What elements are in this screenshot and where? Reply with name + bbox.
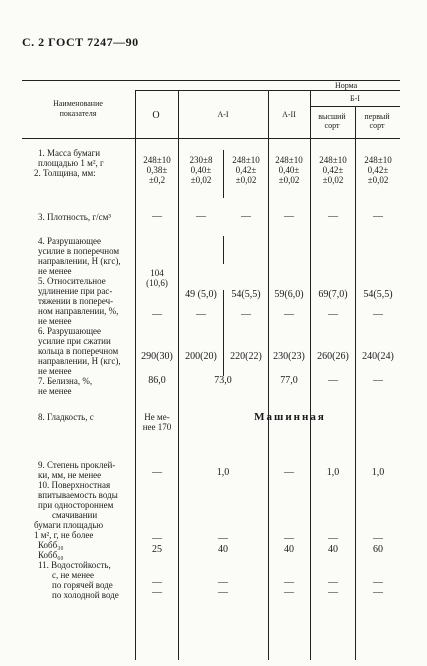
header-bottom-rule [22,138,400,139]
col-a1-header: А-I [217,110,229,119]
cell: 0,40± [278,165,300,175]
col-divider-4 [310,90,311,660]
cell: нее 170 [142,422,172,432]
cell: 104 [150,268,164,278]
row4-a1b: 54(5,5) [231,289,261,300]
row5-a1a: — [196,309,206,320]
row5-o: — [152,309,162,320]
row1-b1h-values [319,155,346,185]
cell: Не ме- [144,412,170,422]
b1-top-grade-line2: сорт [324,121,340,130]
cobb30-label: Кобб₃₀ [38,540,64,550]
label-line: по холодной воде [52,590,119,600]
b1-first-grade-line2: сорт [369,121,385,130]
cobb30-b1f: — [373,533,383,544]
row11-hot-b1f: — [373,577,383,588]
label-line: направлении, Н (кгс), [38,356,121,366]
col-a2-header: А-II [282,110,296,119]
b1-first-grade-line1: первый [364,112,390,121]
label-line: смачивании [52,510,98,520]
row3-b1h: — [328,211,338,222]
cobb30-a2: — [284,533,294,544]
cell: 248±10 [319,155,347,165]
row9-a2: — [284,467,294,478]
row11-hot-b1h: — [328,577,338,588]
row6-a1a: 200(20) [185,351,217,362]
b1-top-grade-line1: высший [318,112,346,121]
cell: ±0,2 [148,175,166,185]
row4-o [146,268,168,288]
row1-o-values [143,155,170,185]
row3-o: — [152,211,162,222]
row5-b1h: — [328,309,338,320]
row11-hot-a1: — [218,577,228,588]
row5-a2: — [284,309,294,320]
row7-b1f: — [373,375,383,386]
label-line: усилие при сжатии [38,336,111,346]
row11-hot-o: — [152,577,162,588]
col-o-header: О [152,110,160,121]
label-line: с, не менее [52,570,95,580]
label-line: не менее [38,386,72,396]
label-line: удлинение при рас- [38,286,113,296]
row6-a1b: 220(22) [230,351,262,362]
a1-inner-divider-2 [223,236,224,264]
label-line: 6. Разрушающее [38,326,102,336]
label-line: бумаги площадью [34,520,104,530]
cobb60-b1f: 60 [373,544,383,555]
cell: ±0,02 [278,175,300,185]
row4-a1a: 49 (5,0) [185,289,217,300]
label-line: 5. Относительное [38,276,106,286]
page-header: С. 2 ГОСТ 7247—90 [22,35,139,49]
row9-b1f: 1,0 [371,467,385,478]
a1-inner-divider-3 [223,290,224,376]
row11-cold-a1: — [218,587,228,598]
row7-o: 86,0 [148,375,166,386]
label-line: ном направлении, %, [38,306,119,316]
cobb30-a1: — [218,533,228,544]
row7-a2: 77,0 [280,375,298,386]
row3-a1b: — [241,211,251,222]
row11-cold-o: — [152,587,162,598]
label-line: не менее [38,366,72,376]
rows9-10-label [34,460,118,560]
row7-a1: 73,0 [214,375,232,386]
cobb60-b1h: 40 [328,544,338,555]
cell: 0,42± [322,165,344,175]
cell: 0,42± [367,165,389,175]
row6-b1f: 240(24) [362,351,394,362]
cobb60-a2: 40 [284,544,294,555]
cell: ±0,02 [367,175,389,185]
row6-b1h: 260(26) [317,351,349,362]
norm-header: Норма [335,81,358,90]
label-line: 4. Разрушающее [38,236,102,246]
row1-a1b-values [232,155,259,185]
row3-label-line: 3. Плотность, г/см³ [38,212,111,222]
row11-cold-b1h: — [328,587,338,598]
label-line: направлении, Н (кгс), [38,256,121,266]
cell: 248±10 [232,155,260,165]
row11-cold-b1f: — [373,587,383,598]
label-line: 11. Водостойкость, [38,560,111,570]
label-line: 1 м², г, не более [34,530,94,540]
row9-o: — [152,467,162,478]
row4-b1f: 54(5,5) [363,289,393,300]
label-line: по горячей воде [52,580,113,590]
row9-a1: 1,0 [216,467,230,478]
row3-a1a: — [196,211,206,222]
rows4-7-label [38,236,121,396]
row3-b1f: — [373,211,383,222]
row1-b1f-values [364,155,391,185]
row4-b1h: 69(7,0) [318,289,348,300]
col-b1-header: Б-I [350,94,360,103]
row9-b1h: 1,0 [326,467,340,478]
label-line: не менее [38,266,72,276]
label-line: при одностороннем [38,500,114,510]
cell: ±0,02 [322,175,344,185]
row3-a2: — [284,211,294,222]
col-divider-5 [355,106,356,660]
row2-label-line: 2. Толщина, мм: [34,168,96,178]
col-divider-3 [268,90,269,660]
cobb60-a1: 40 [218,544,228,555]
row1-label-line: площадью 1 м², г [38,158,104,168]
label-line: 9. Степень проклей- [38,460,116,470]
label-line: кольца в поперечном [38,346,119,356]
label-line: усилие в поперечном [38,246,120,256]
label-line: 10. Поверхностная [38,480,111,490]
indicator-header-line1: Наименование [53,99,103,108]
row7-b1h: — [328,375,338,386]
row1-label-line: 1. Масса бумаги [38,148,101,158]
row6-a2: 230(23) [273,351,305,362]
cell: 230±8 [189,155,213,165]
row6-o: 290(30) [141,351,173,362]
cobb60-label: Кобб₆₀ [38,550,64,560]
label-line: тяжении в попереч- [38,296,114,306]
cell: ±0,02 [235,175,257,185]
col-divider-1 [135,90,136,660]
label-line: 7. Белизна, %, [38,376,93,386]
cell: ±0,02 [190,175,212,185]
cell: 248±10 [143,155,171,165]
row8-o [143,412,172,432]
cell: 0,40± [190,165,212,175]
row3-label [38,212,111,222]
cell: 0,42± [235,165,257,175]
label-line: ки, мм, не менее [38,470,102,480]
cell: (10,6) [146,278,168,288]
row4-a2: 59(6,0) [274,289,304,300]
cobb60-o: 25 [152,544,162,555]
label-line: впитываемость воды [38,490,118,500]
row5-a1b: — [241,309,251,320]
row11-label [38,560,119,600]
cobb30-b1h: — [328,533,338,544]
cell: 248±10 [275,155,303,165]
a1-inner-divider-1 [223,150,224,198]
row11-cold-a2: — [284,587,294,598]
row8-rest: Машинная [254,411,326,423]
cobb30-o: — [152,533,162,544]
indicator-header-line2: показателя [59,109,97,118]
cell: 248±10 [364,155,392,165]
col-divider-2 [178,90,179,660]
row11-hot-a2: — [284,577,294,588]
label-line: не менее [38,316,72,326]
row8-label-line: 8. Гладкость, с [38,412,94,422]
row1-a2-values [275,155,302,185]
row1-label [34,148,104,178]
row5-b1f: — [373,309,383,320]
row8-label [38,412,94,422]
cell: 0,38± [146,165,168,175]
row1-a1a-values [190,155,213,185]
